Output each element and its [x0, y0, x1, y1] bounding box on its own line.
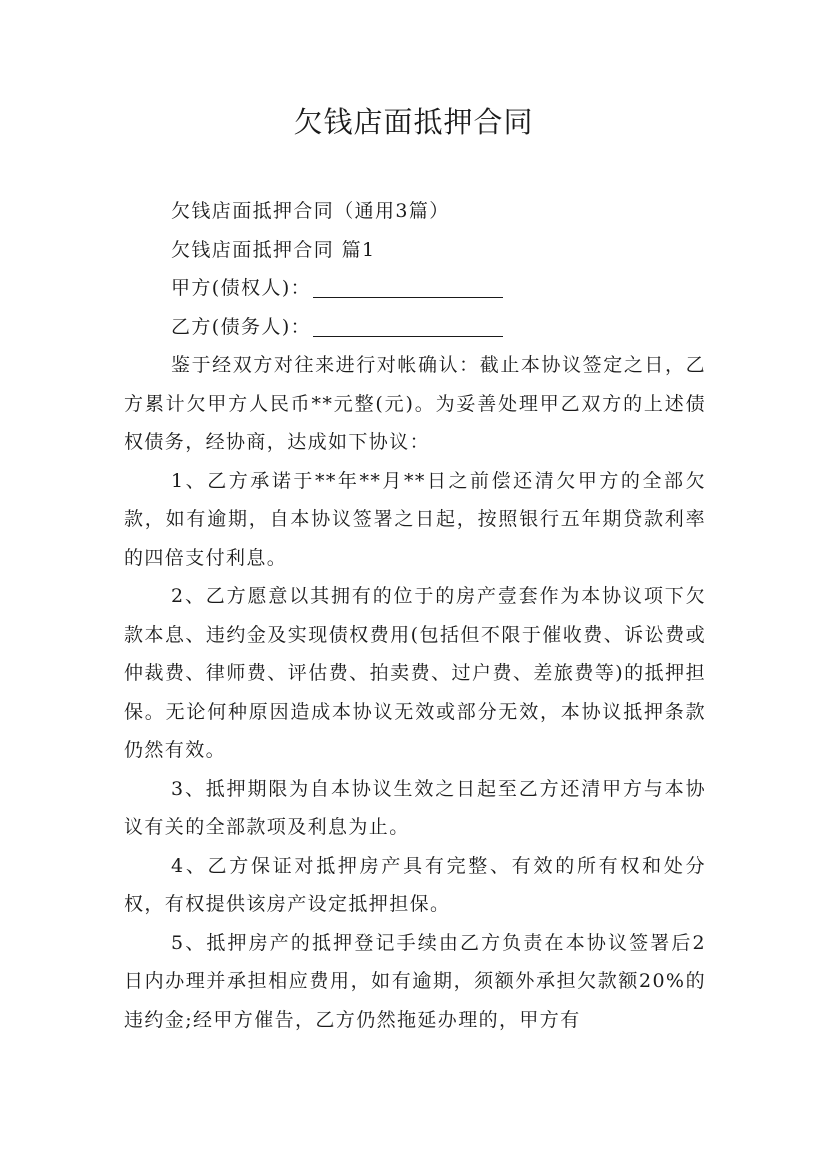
- paragraph-clause-3: 3、抵押期限为自本协议生效之日起至乙方还清甲方与本协议有关的全部款项及利息为止。: [124, 777, 706, 838]
- party-b-blank: [313, 314, 503, 337]
- party-a-blank: [313, 275, 503, 298]
- paragraph-clause-2: 2、乙方愿意以其拥有的位于的房产壹套作为本协议项下欠款本息、违约金及实现债权费用(包括但不限于催收费、诉讼费或仲裁费、律师费、评估费、拍卖费、过户费、差旅费等)的抵押担保。无论何种原因造成本协议无效或部分无效，本协议抵押条款仍然有效。: [124, 585, 706, 761]
- party-a-line: [124, 269, 706, 308]
- paragraph-clause-1: 1、乙方承诺于**年**月**日之前偿还清欠甲方的全部欠款，如有逾期，自本协议签署之日起，按照银行五年期贷款利率的四倍支付利息。: [124, 469, 706, 569]
- section-heading: 欠钱店面抵押合同 篇1: [171, 238, 376, 261]
- document-subtitle: 欠钱店面抵押合同（通用3篇）: [171, 200, 450, 222]
- party-b-label: 乙方(债务人)：: [171, 315, 312, 338]
- paragraph-preamble: 鉴于经双方对往来进行对帐确认：截止本协议签定之日，乙方累计欠甲方人民币**元整(元)。为妥善处理甲乙双方的上述债权债务，经协商，达成如下协议：: [124, 354, 706, 453]
- party-b-line: [124, 308, 706, 347]
- paragraph-clause-5: 5、抵押房产的抵押登记手续由乙方负责在本协议签署后2日内办理并承担相应费用，如有逾期，须额外承担欠款额20%的违约金;经甲方催告，乙方仍然拖延办理的，甲方有: [124, 931, 706, 1031]
- party-a-label: 甲方(债权人)：: [171, 277, 312, 299]
- paragraph-clause-4: 4、乙方保证对抵押房产具有完整、有效的所有权和处分权，有权提供该房产设定抵押担保。: [124, 854, 706, 915]
- document-title: 欠钱店面抵押合同: [293, 105, 534, 139]
- document-body: [124, 192, 706, 1039]
